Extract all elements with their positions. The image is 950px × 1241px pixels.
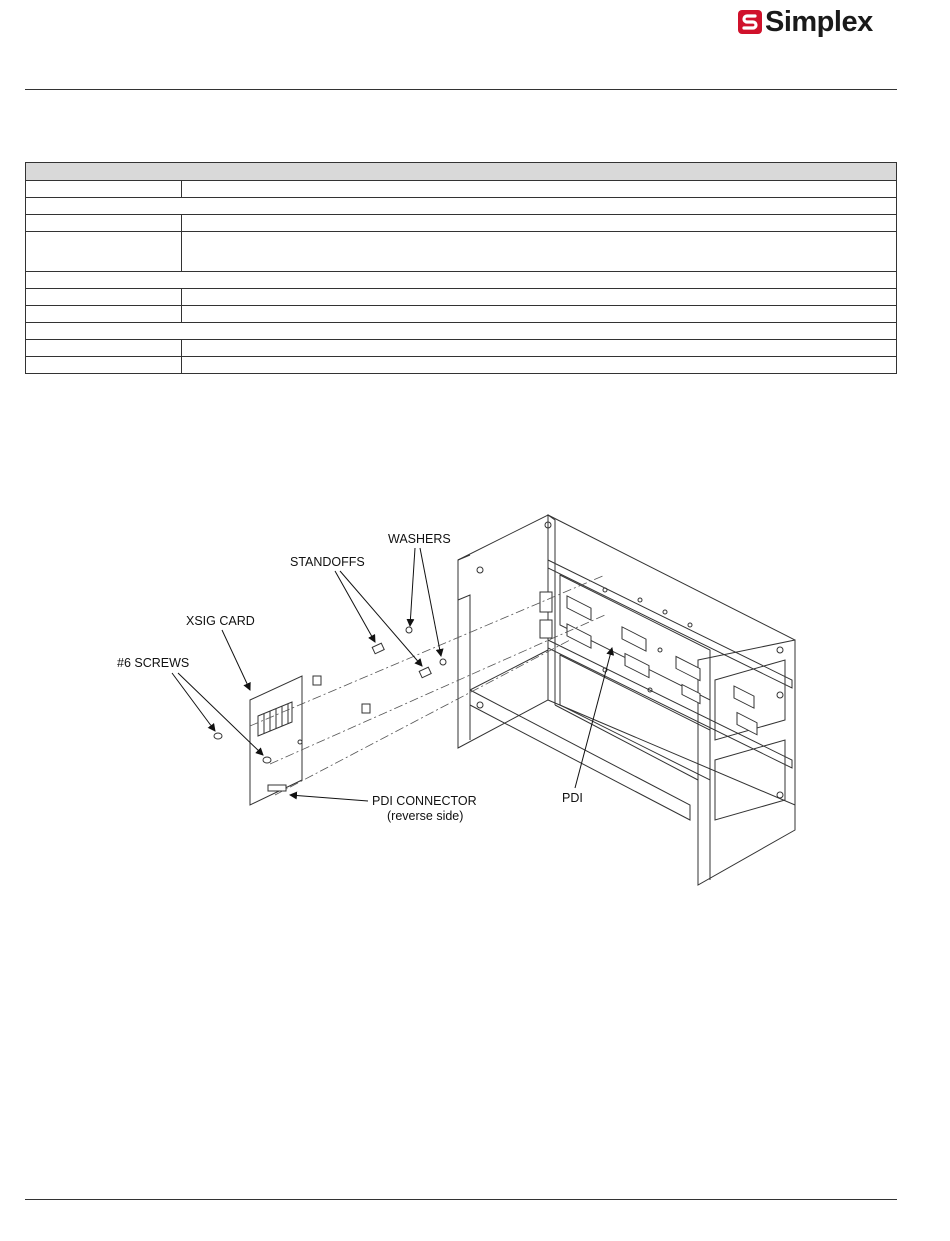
section-cell [26, 272, 897, 289]
row-label [26, 357, 182, 374]
row-label [26, 215, 182, 232]
section-cell [26, 323, 897, 340]
label-pdi-connector [290, 794, 477, 823]
label-xsig-card [186, 614, 255, 690]
row-value [182, 232, 897, 272]
table-row [26, 340, 897, 357]
xsig-card [250, 676, 302, 805]
simplex-s-logo-icon [738, 10, 762, 34]
xsig-card-label: XSIG CARD [186, 614, 255, 628]
installation-diagram [0, 500, 950, 900]
screws-label: #6 SCREWS [117, 656, 190, 670]
row-label [26, 181, 182, 198]
table-row [26, 215, 897, 232]
pdi-connector-note: (reverse side) [387, 809, 464, 823]
spec-table [25, 162, 897, 374]
simplex-logo [738, 4, 873, 40]
row-value [182, 357, 897, 374]
footer-divider [25, 1199, 897, 1200]
table-section-row [26, 272, 897, 289]
table-header-cell [26, 163, 897, 181]
row-value [182, 340, 897, 357]
pdi-label: PDI [562, 791, 583, 805]
table-row [26, 357, 897, 374]
row-label [26, 232, 182, 272]
table-row [26, 289, 897, 306]
mounting-hardware [214, 627, 446, 763]
header-divider [25, 89, 897, 90]
table-row [26, 232, 897, 272]
row-label [26, 340, 182, 357]
pdi-connector-label: PDI CONNECTOR [372, 794, 477, 808]
row-label [26, 306, 182, 323]
section-cell [26, 198, 897, 215]
row-value [182, 181, 897, 198]
logo-text: Simplex [765, 6, 873, 38]
table-header-row [26, 163, 897, 181]
washers-label: WASHERS [388, 532, 451, 546]
row-value [182, 289, 897, 306]
table-section-row [26, 323, 897, 340]
row-value [182, 215, 897, 232]
row-value [182, 306, 897, 323]
table-row [26, 181, 897, 198]
row-label [26, 289, 182, 306]
standoffs-label: STANDOFFS [290, 555, 365, 569]
label-standoffs [290, 555, 422, 666]
table-row [26, 306, 897, 323]
table-section-row [26, 198, 897, 215]
